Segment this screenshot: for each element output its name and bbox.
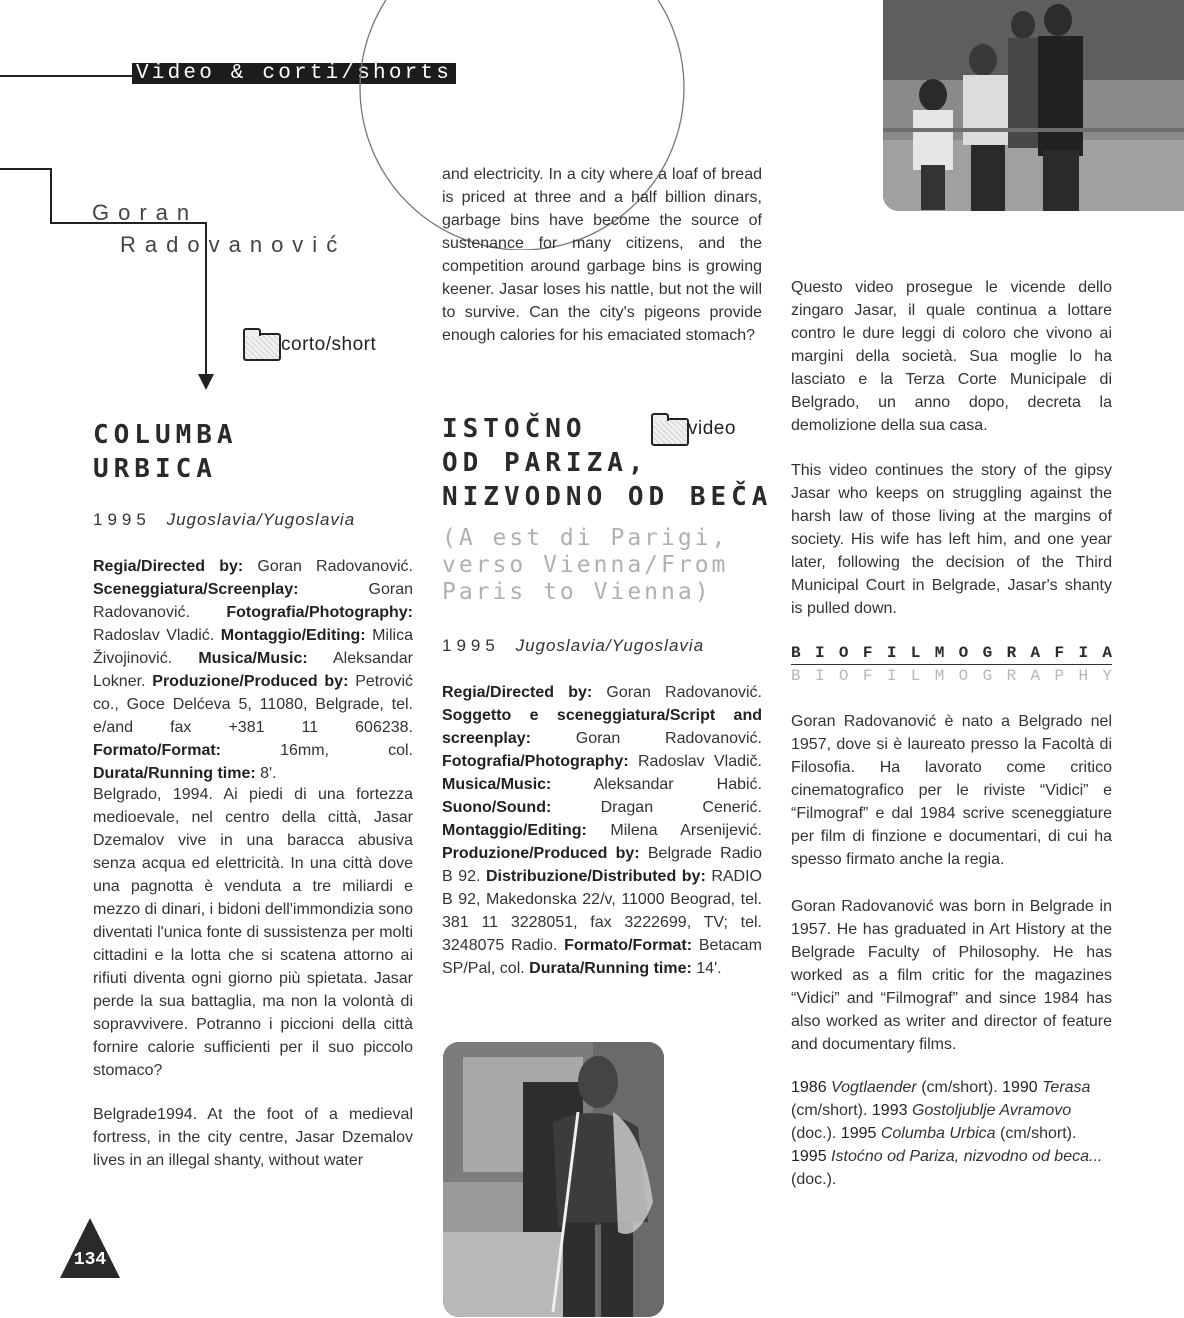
film1-still-photo	[883, 0, 1184, 211]
film1-synopsis-en-start: Belgrade1994. At the foot of a medieval fortress, in the city centre, Jasar Dzemalov lives in an illegal shanty, without water	[93, 1106, 413, 1169]
film2-alt-line2: verso Vienna/From	[442, 552, 729, 578]
heading-letter: F	[862, 667, 873, 685]
folder-icon	[243, 333, 281, 361]
film2-synopsis-en: This video continues the story of the gipsy Jasar who keeps on struggling against the harsh law of those living at the margins of society. His wife has left him, and one year later, following the decision of the Third Municipal Court in Belgrade, Jasar's shanty is pulled down.	[791, 462, 1112, 617]
credit-value: Betacam SP/Pal, col.	[442, 937, 762, 977]
filmography-title: Columba Urbica	[880, 1125, 1000, 1142]
credit-label: Montaggio/Editing:	[220, 627, 366, 644]
heading-letter: F	[862, 644, 873, 662]
credit-value: Aleksandar Lokner.	[93, 650, 414, 690]
credit-label: Regia/Directed by:	[442, 684, 593, 701]
bio-heading-en-text	[791, 667, 1112, 685]
heading-letter: I	[814, 644, 825, 662]
heading-letter: A	[1102, 644, 1112, 662]
heading-letter: M	[934, 644, 945, 662]
credit-label: Sceneggiatura/Screenplay:	[93, 581, 299, 598]
credit-value: Radoslav Vladič.	[628, 753, 762, 770]
film1-synopsis-it: Belgrado, 1994. Ai piedi di una fortezza medioevale, nel centro della città, Jasar Dzemalov vive in una baracca abusiva senza acqua ed elettricità. In una città dove una pagnotta è venduta a tre miliardi e mezzo di dinari, i bidoni dell'immondizia sono diventati l'unica fonte di sussistenza per molti cittadini e la lotta che si scatena attorno ai rifiuti diventa ogni giorno più spietata. Jasar perde la sua battaglia, ma non la volontà di sopravvivere. Potranno i piccioni della città fornire calorie sufficienti per il suo piccolo stomaco?	[93, 786, 413, 1079]
film2-year-country	[442, 636, 704, 656]
credit-value: Goran Radovanović.	[592, 684, 762, 701]
film2-year: 1995	[442, 636, 500, 655]
bio-heading-it	[791, 644, 1112, 662]
filmography-year: 1995	[791, 1148, 832, 1165]
section-label: Video & corti/shorts	[132, 63, 456, 84]
credit-value: Goran Radovanović.	[530, 730, 762, 747]
credit-label: Formato/Format:	[564, 937, 693, 954]
film1-category: corto/short	[281, 334, 377, 355]
credit-value: Dragan Cenerić.	[551, 799, 762, 816]
heading-letter: A	[1030, 644, 1041, 662]
credit-label: Durata/Running time:	[93, 765, 256, 782]
film1-year-country	[93, 510, 355, 530]
heading-letter: F	[1054, 644, 1065, 662]
bio-heading-it-text	[791, 644, 1112, 662]
folder-icon	[651, 418, 689, 446]
credit-label: Produzione/Produced by:	[152, 673, 349, 690]
heading-letter: L	[910, 667, 921, 685]
heading-letter: I	[886, 667, 897, 685]
film2-synopsis-it: Questo video prosegue le vicende dello zingaro Jasar, il quale continua a lottare contro le dure leggi di coloro che vivono ai margini della società. Sua moglie lo ha lasciato e la Terza Corte Municipale di Belgrado, un anno dopo, decreta la demolizione della sua casa.	[791, 279, 1112, 434]
credit-value: Radoslav Vladić.	[93, 627, 221, 644]
bio-text-en: Goran Radovanović was born in Belgrade in 1957. He has graduated in Art History at the Belgrade Faculty of Philosophy. He has worked as a film critic for the magazines “Vidici” and “Filmograf” and since 1984 has also worked as writer and director of feature and documentary films.	[791, 898, 1112, 1053]
credit-value: Belgrade Radio B 92.	[442, 845, 762, 885]
film2-category: video	[688, 418, 736, 439]
credit-value: Aleksandar Habić.	[551, 776, 762, 793]
credit-label: Musica/Music:	[198, 650, 308, 667]
heading-letter: I	[1078, 644, 1089, 662]
film2-credits	[442, 681, 762, 980]
heading-letter: Y	[1102, 667, 1112, 685]
filmography-year: 1995	[840, 1125, 881, 1142]
film2-alt-line3: Paris to Vienna)	[442, 579, 712, 605]
credit-label: Formato/Format:	[93, 742, 221, 759]
credit-value: Goran Radovanović.	[243, 558, 413, 575]
bracket-left	[50, 168, 52, 224]
bio-heading-en	[791, 667, 1112, 685]
heading-letter: P	[1054, 667, 1065, 685]
filmography-title: Gostoljublje Avramovo	[911, 1102, 1072, 1119]
film1-title-line1: COLUMBA	[93, 420, 238, 450]
film2-title-line2: OD PARIZA,	[442, 448, 649, 478]
credit-value: 14'.	[691, 960, 722, 977]
header-rule	[0, 75, 134, 77]
filmography-year: 1990	[1002, 1079, 1043, 1096]
heading-letter: B	[791, 667, 801, 685]
credit-label: Montaggio/Editing:	[442, 822, 587, 839]
credit-value: 16mm, col.	[221, 742, 413, 759]
film1-title	[93, 418, 238, 486]
film1-credits	[93, 555, 413, 785]
film2-alt-line1: (A est di Parigi,	[442, 525, 729, 551]
credit-label: Produzione/Produced by:	[442, 845, 640, 862]
film1-synopsis-en-end: and electricity. In a city where a loaf of bread is priced at three and a half billion dinars, garbage bins have become the source of sustenance for many citizens, and the competition around garbage bins is growing keener. Jasar loses his nattle, but not the will to survive. Can the city's pigeons provide enough calories for his emaciated stomach?	[442, 166, 762, 344]
credit-label: Fotografia/Photography:	[442, 753, 629, 770]
heading-letter: G	[982, 644, 993, 662]
bio-filmography	[791, 1076, 1112, 1191]
heading-letter: L	[910, 644, 921, 662]
credit-label: Soggetto e sceneggiatura/Script and screenplay:	[442, 707, 762, 747]
filmography-year: 1993	[871, 1102, 912, 1119]
film1-title-line2: URBICA	[93, 454, 217, 484]
credit-label: Durata/Running time:	[529, 960, 692, 977]
film1-country: Jugoslavia/Yugoslavia	[166, 510, 356, 529]
filmography-note: (doc.).	[791, 1125, 841, 1142]
heading-letter: O	[838, 667, 849, 685]
bracket-top	[0, 168, 52, 170]
credit-label: Suono/Sound:	[442, 799, 552, 816]
film2-title-line3: NIZVODNO OD BEČA	[442, 482, 773, 512]
heading-letter: O	[958, 667, 969, 685]
credit-label: Musica/Music:	[442, 776, 552, 793]
bio-text-it: Goran Radovanović è nato a Belgrado nel 1957, dove si è laureato presso la Facoltà di Filosofia. Ha lavorato come critico cinematografico per le riviste “Vidici” e “Filmograf” e dal 1984 scrive sceneggiature per film di finzione e documentari, di cui ha spesso firmato anche la regia.	[791, 713, 1112, 868]
credit-label: Fotografia/Photography:	[226, 604, 413, 621]
credit-value: Milica Živojinović.	[93, 627, 413, 667]
credit-value: Petrović co., Goce Delćeva 5, 11080, Belgrade, tel. e/and fax +381 11 606238.	[93, 673, 414, 736]
film2-still-photo	[443, 1042, 664, 1317]
heading-letter: A	[1030, 667, 1041, 685]
heading-letter: O	[958, 644, 969, 662]
heading-letter: G	[982, 667, 993, 685]
filmography-title: Istoćno od Pariza, nizvodno od beca...	[831, 1148, 1103, 1165]
page-number: 134	[73, 1250, 107, 1270]
heading-letter: H	[1078, 667, 1089, 685]
heading-letter: I	[886, 644, 897, 662]
filmography-title: Vogtlaender	[831, 1079, 922, 1096]
heading-letter: B	[791, 644, 801, 662]
heading-letter: I	[814, 667, 825, 685]
film2-title-line1: ISTOČNO	[442, 414, 587, 444]
filmography-note: (doc.).	[791, 1171, 837, 1188]
filmography-note: (cm/short).	[921, 1079, 1003, 1096]
credit-label: Distribuzione/Distributed by:	[486, 868, 706, 885]
film1-year: 1995	[93, 510, 151, 529]
heading-letter: R	[1006, 644, 1017, 662]
filmography-note: (cm/short).	[1000, 1125, 1077, 1142]
credit-value: Milena Arsenijević.	[586, 822, 762, 839]
director-last-name: Radovanović	[120, 232, 347, 257]
heading-letter: O	[838, 644, 849, 662]
credit-value: RADIO B 92, Makedonska 22/v, 11000 Beograd, tel. 381 11 3228051, fax 3222699, TV; tel. 3248075 Radio.	[442, 868, 762, 954]
filmography-title: Terasa	[1042, 1079, 1091, 1096]
credit-value: Goran Radovanović.	[93, 581, 413, 621]
heading-letter: R	[1006, 667, 1017, 685]
film2-alt-title	[442, 525, 728, 606]
film2-country: Jugoslavia/Yugoslavia	[515, 636, 705, 655]
credit-value: 8'.	[255, 765, 277, 782]
arrow-down-icon	[198, 374, 214, 392]
filmography-note: (cm/short).	[791, 1102, 872, 1119]
heading-letter: M	[934, 667, 945, 685]
director-first-name: Goran	[92, 200, 199, 225]
bio-rule	[791, 664, 1112, 665]
credit-label: Regia/Directed by:	[93, 558, 244, 575]
filmography-year: 1986	[791, 1079, 832, 1096]
